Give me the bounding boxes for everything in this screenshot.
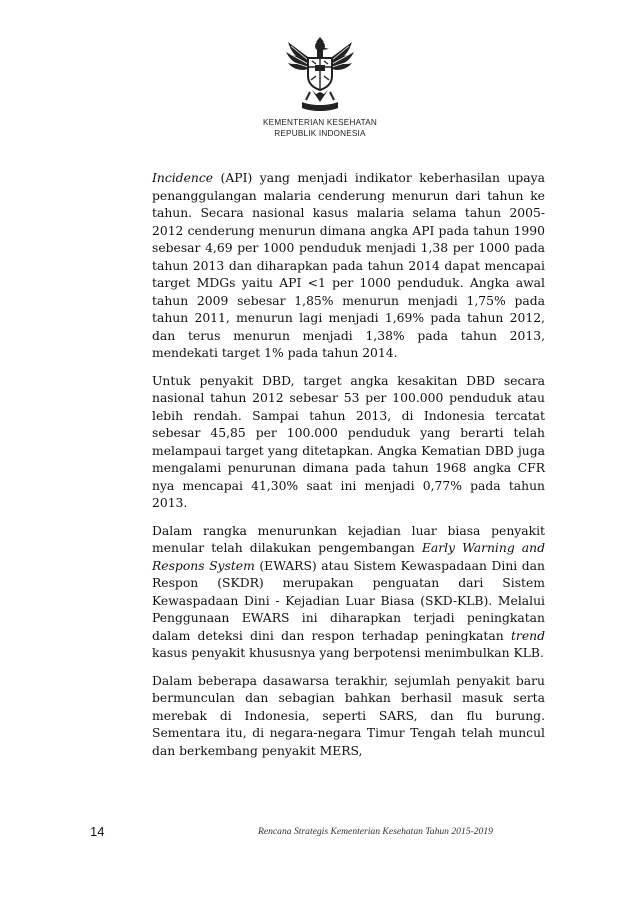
paragraph [152, 170, 545, 363]
body-text [152, 170, 545, 770]
institution-country: REPUBLIK INDONESIA [274, 129, 366, 138]
paragraph [152, 523, 545, 663]
institution-name: KEMENTERIAN KESEHATAN [263, 118, 377, 127]
text-run: Untuk penyakit DBD, target angka kesakitan DBD secara nasional tahun 2012 sebesar 53 per 100.000 penduduk atau lebih rendah. Sampai tahun 2013, di Indonesia tercatat sebesar 45,85 per 100.000 penduduk yang berarti telah melampaui target yang ditetapkan. Angka Kematian DBD juga mengalami penurunan dimana pada tahun 1968 angka CFR nya mencapai 41,30% saat ini menjadi 0,77% pada tahun 2013. [152, 373, 545, 510]
italic-term: Incidence [152, 171, 214, 185]
text-run: (EWARS) atau Sistem Kewaspadaan Dini dan Respon (SKDR) merupakan penguatan dari Sistem Kewaspadaan Dini - Kejadian Luar Biasa (SKD-KLB). Melalui Penggunaan EWARS ini diharapkan terjadi peningkatan dalam deteksi dini dan respon terhadap peningkatan [152, 558, 545, 643]
text-run: Dalam rangka menurunkan kejadian luar biasa penyakit menular telah dilakukan pengembangan [152, 523, 545, 555]
institution-header [200, 117, 440, 139]
text-run: kasus penyakit khususnya yang berpotensi menimbulkan KLB. [152, 646, 544, 660]
paragraph [152, 673, 545, 761]
garuda-emblem-icon [282, 36, 358, 112]
running-footer-title: Rencana Strategis Kementerian Kesehatan Tahun 2015-2019 [258, 826, 493, 837]
page-number: 14 [90, 824, 105, 839]
text-run: (API) yang menjadi indikator keberhasilan upaya penanggulangan malaria cenderung menurun dari tahun ke tahun. Secara nasional kasus malaria selama tahun 2005-2012 cenderung menurun dimana angka API pada tahun 1990 sebesar 4,69 per 1000 penduduk menjadi 1,38 per 1000 pada tahun 2013 dan diharapkan pada tahun 2014 dapat mencapai target MDGs yaitu API <1 per 1000 penduduk. Angka awal tahun 2009 sebesar 1,85% menurun menjadi 1,75% pada tahun 2011, menurun lagi menjadi 1,69% pada tahun 2012, dan terus menurun menjadi 1,38% pada tahun 2013, mendekati target 1% pada tahun 2014. [152, 171, 545, 360]
text-run: Dalam beberapa dasawarsa terakhir, sejumlah penyakit baru bermunculan dan sebagian bahkan berhasil masuk serta merebak di Indonesia, seperti SARS, dan flu burung. Sementara itu, di negara-negara Timur Tengah telah muncul dan berkembang penyakit MERS, [152, 673, 545, 758]
italic-term: trend [510, 628, 545, 643]
italic-term: Early Warning and Respons System [152, 541, 546, 573]
paragraph [152, 373, 545, 513]
